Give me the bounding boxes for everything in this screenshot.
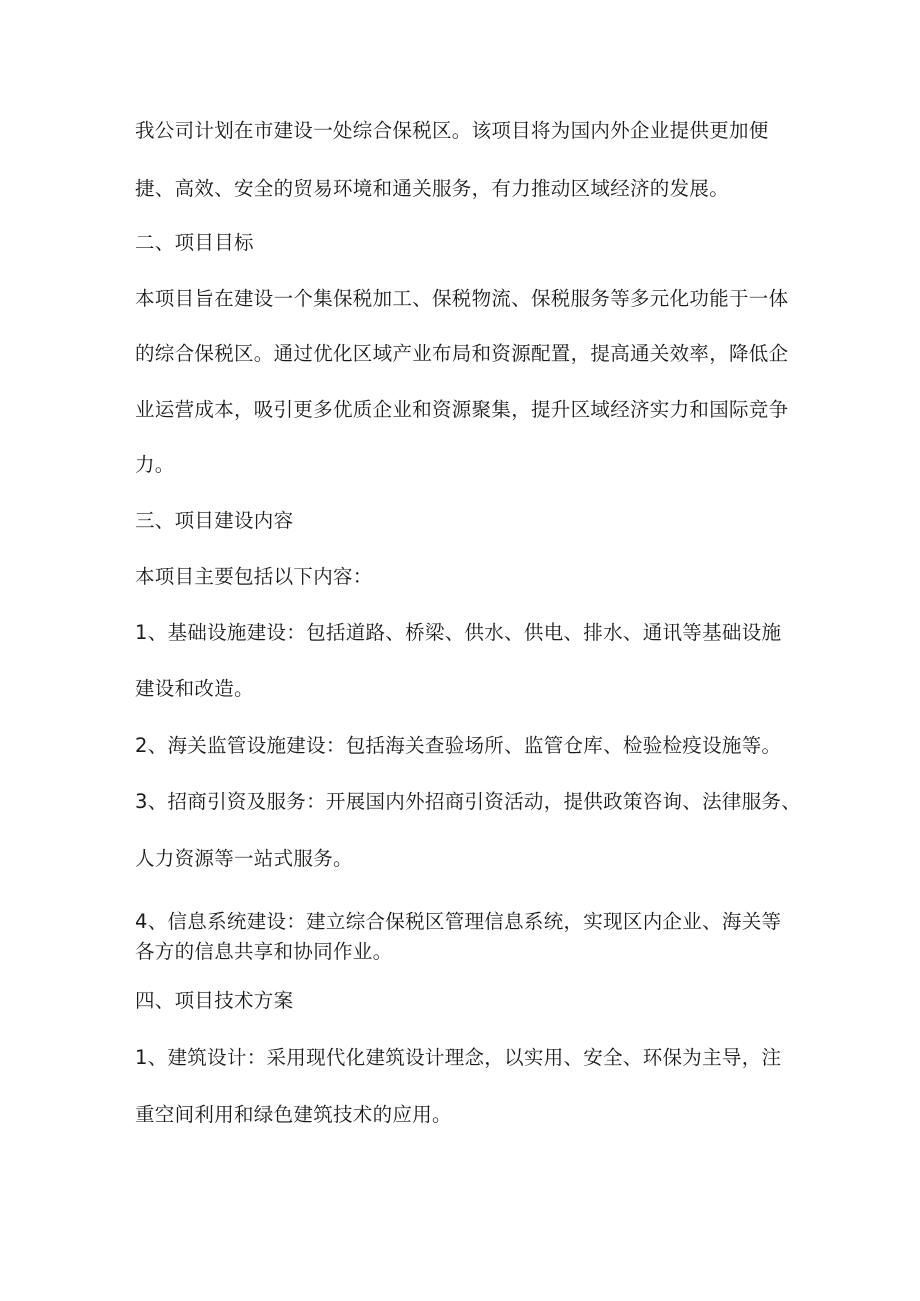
paragraph-goals-line-3: 业运营成本，吸引更多优质企业和资源聚集，提升区域经济实力和国际竞争 bbox=[135, 398, 789, 421]
tech-item-1-line-1: 1、建筑设计：采用现代化建筑设计理念，以实用、安全、环保为主导，注 bbox=[135, 1046, 782, 1069]
paragraph-intro-line-2: 捷、高效、安全的贸易环境和通关服务，有力推动区域经济的发展。 bbox=[135, 177, 730, 200]
list-item-4-line-2: 各方的信息共享和协同作业。 bbox=[135, 940, 393, 963]
section-heading-project-goals: 二、项目目标 bbox=[135, 231, 254, 254]
list-item-2: 2、海关监管设施建设：包括海关查验场所、监管仓库、检验检疫设施等。 bbox=[135, 734, 782, 757]
section-heading-technical-plan: 四、项目技术方案 bbox=[135, 989, 294, 1012]
tech-item-1-line-2: 重空间利用和绿色建筑技术的应用。 bbox=[135, 1103, 452, 1126]
list-item-4-line-1: 4、信息系统建设：建立综合保税区管理信息系统，实现区内企业、海关等 bbox=[135, 910, 782, 933]
paragraph-intro-line-1: 我公司计划在市建设一处综合保税区。该项目将为国内外企业提供更加便 bbox=[135, 119, 769, 142]
paragraph-content-intro: 本项目主要包括以下内容： bbox=[135, 565, 373, 588]
list-item-3-line-2: 人力资源等一站式服务。 bbox=[135, 847, 353, 870]
paragraph-goals-line-1: 本项目旨在建设一个集保税加工、保税物流、保税服务等多元化功能于一体 bbox=[135, 287, 789, 310]
paragraph-goals-line-4: 力。 bbox=[135, 453, 175, 476]
paragraph-goals-line-2: 的综合保税区。通过优化区域产业布局和资源配置，提高通关效率，降低企 bbox=[135, 342, 789, 365]
list-item-1-line-1: 1、基础设施建设：包括道路、桥梁、供水、供电、排水、通讯等基础设施 bbox=[135, 621, 782, 644]
list-item-3-line-1: 3、招商引资及服务：开展国内外招商引资活动，提供政策咨询、法律服务、 bbox=[135, 790, 802, 813]
section-heading-construction-content: 三、项目建设内容 bbox=[135, 509, 294, 532]
list-item-1-line-2: 建设和改造。 bbox=[135, 677, 254, 700]
